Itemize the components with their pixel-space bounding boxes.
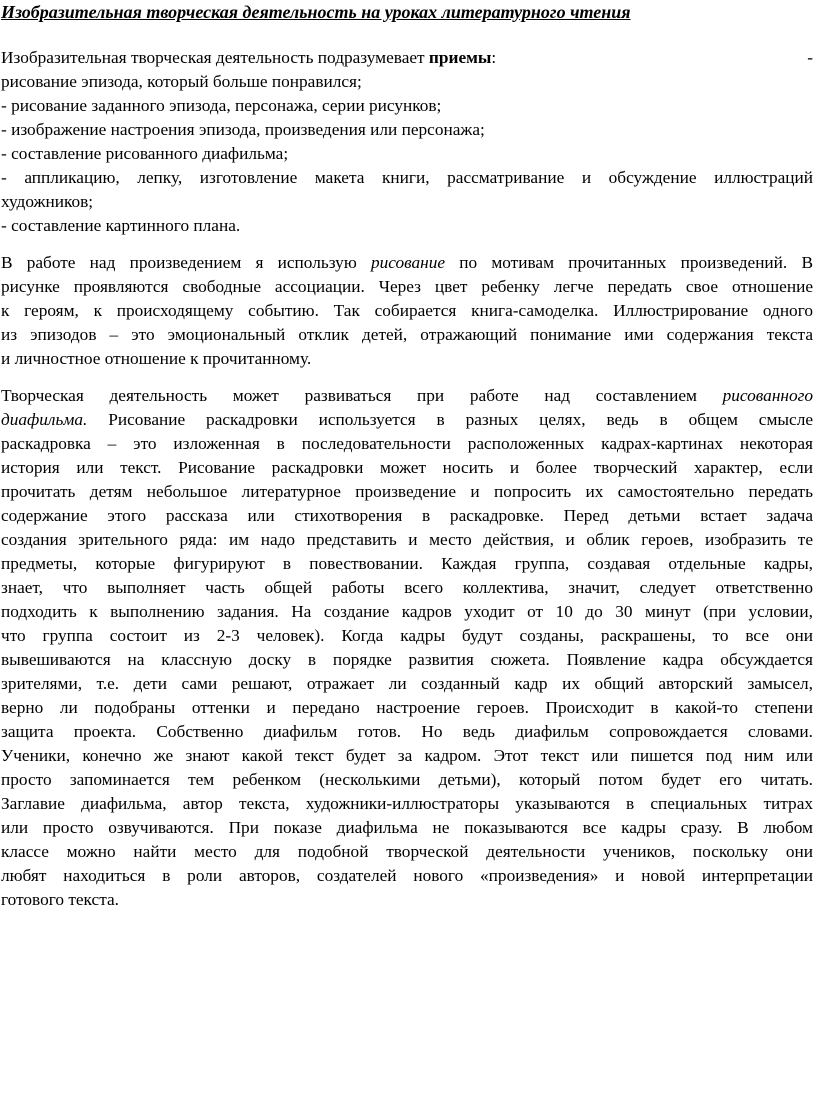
paragraph-line: из эпизодов – это эмоциональный отклик детей, отражающий понимание ими содержания текста	[1, 325, 813, 344]
text-run: В работе над произведением я использую	[1, 253, 371, 272]
paragraph-line: рисунке проявляются свободные ассоциации. Через цвет ребенку легче передать свое отношение	[1, 277, 813, 296]
italic-term: рисование	[370, 253, 446, 272]
paragraph-line: защита проекта. Собственно диафильм готов. Но ведь диафильм сопровождается словами.	[1, 722, 813, 741]
paragraph-line: зрителями, т.е. дети сами решают, отражает ли созданный кадр их общий авторский замысел,	[1, 674, 813, 693]
paragraph-line: знает, что выполняет часть общей работы всего коллектива, значит, следует ответственно	[1, 578, 813, 597]
intro-dash: -	[807, 48, 813, 67]
list-item: - аппликацию, лепку, изготовление макета книги, рассматривание и обсуждение иллюстраций	[1, 168, 813, 187]
intro-colon: :	[491, 48, 497, 67]
paragraph-line: содержание этого рассказа или стихотворения в раскадровке. Перед детьми встает задача	[1, 506, 813, 525]
intro-lead	[1, 46, 496, 70]
text-run: Рисование раскадровки используется в разных целях, ведь в общем смысле	[87, 410, 813, 429]
paragraph-line: история или текст. Рисование раскадровки может носить и более творческий характер, если	[1, 458, 813, 477]
paragraph-line	[1, 408, 813, 432]
intro-lead-text: Изобразительная творческая деятельность подразумевает	[1, 48, 429, 67]
paragraph-line: подходить к выполнению задания. На создание кадров уходит от 10 до 30 минут (при условии,	[1, 602, 813, 621]
paragraph-line: или просто озвучиваются. При показе диафильма не показываются все кадры сразу. В любом	[1, 818, 813, 837]
paragraph-line: Ученики, конечно же знают какой текст будет за кадром. Этот текст или пишется под ним или	[1, 746, 813, 765]
list-item: - изображение настроения эпизода, произведения или персонажа;	[1, 120, 485, 139]
paragraph-line	[1, 251, 813, 275]
italic-term: рисованного	[722, 386, 813, 405]
intro-bold-term: приемы	[428, 48, 492, 67]
list-item: - составление картинного плана.	[1, 216, 241, 235]
paragraph-line: любят находиться в роли авторов, создателей нового «произведения» и новой интерпретации	[1, 866, 813, 885]
italic-term: диафильма.	[1, 410, 88, 429]
paragraph-line: к героям, к происходящему событию. Так собирается книга-самоделка. Иллюстрирование одного	[1, 301, 813, 320]
paragraph-line: создания зрительного ряда: им надо представить и место действия, и облик героев, изобразить те	[1, 530, 813, 549]
paragraph-line: предметы, которые фигурируют в повествовании. Каждая группа, создавая отдельные кадры,	[1, 554, 813, 573]
text-run: по мотивам прочитанных произведений. В	[445, 253, 813, 272]
paragraph-line: что группа состоит из 2-3 человек). Когда кадры будут созданы, раскрашены, то все они	[1, 626, 813, 645]
paragraph-line: вывешиваются на классную доску в порядке развития сюжета. Появление кадра обсуждается	[1, 650, 813, 669]
document-title: Изобразительная творческая деятельность на уроках литературного чтения	[1, 2, 631, 22]
paragraph-line	[1, 384, 813, 408]
intro-first-line	[1, 46, 813, 70]
text-run: Творческая деятельность может развиваться при работе над составлением	[1, 386, 723, 405]
list-item: рисование эпизода, который больше понравился;	[1, 72, 362, 91]
paragraph-line: и личностное отношение к прочитанному.	[1, 349, 312, 368]
paragraph-line: раскадровка – это изложенная в последовательности расположенных кадрах-картинах некоторая	[1, 434, 813, 453]
paragraph-drawing	[1, 251, 813, 371]
paragraph-line: просто запоминается тем ребенком (несколькими детьми), который потом будет его читать.	[1, 770, 813, 789]
paragraph-line: Заглавие диафильма, автор текста, художники-иллюстраторы указываются в специальных титрах	[1, 794, 813, 813]
paragraph-line: прочитать детям небольшое литературное произведение и попросить их самостоятельно передать	[1, 482, 813, 501]
intro-block	[1, 46, 813, 238]
list-item: - составление рисованного диафильма;	[1, 144, 289, 163]
paragraph-line: готового текста.	[1, 890, 119, 909]
paragraph-line: верно ли подобраны оттенки и передано настроение героев. Происходит в какой-то степени	[1, 698, 813, 717]
paragraph-filmstrip	[1, 384, 813, 912]
paragraph-line: классе можно найти место для подобной творческой деятельности учеников, поскольку они	[1, 842, 813, 861]
list-item-continuation: художников;	[1, 192, 94, 211]
list-item: - рисование заданного эпизода, персонажа, серии рисунков;	[1, 96, 442, 115]
